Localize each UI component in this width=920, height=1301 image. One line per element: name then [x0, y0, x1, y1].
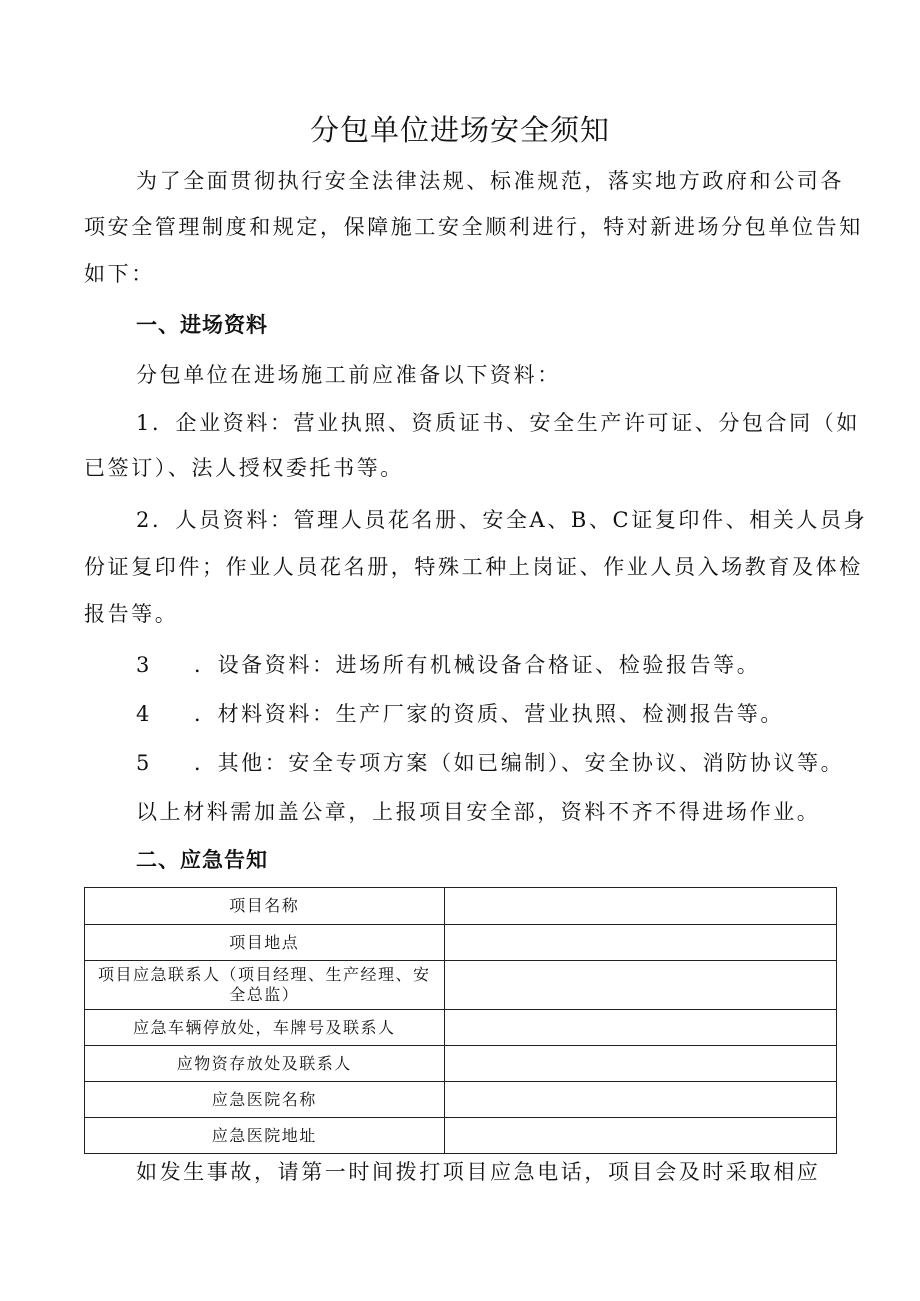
item-2-line-3: 报告等。	[84, 602, 179, 626]
row-label-hospital-address: 应急医院地址	[85, 1118, 445, 1154]
emergency-info-table	[84, 887, 837, 1154]
item-4	[136, 699, 784, 729]
item-1-line-2: 已签订）、法人授权委托书等。	[84, 456, 404, 480]
item-3-number: 3	[136, 653, 152, 677]
row-label-hospital-name: 应急医院名称	[85, 1082, 445, 1118]
row-label-project-name: 项目名称	[85, 888, 445, 925]
item-1-line-1: 1．企业资料：营业执照、资质证书、安全生产许可证、分包合同（如	[136, 411, 860, 435]
item-3-text: ．设备资料：进场所有机械设备合格证、检验报告等。	[193, 653, 761, 677]
section-2-footer: 如发生事故，请第一时间拨打项目应急电话，项目会及时采取相应	[136, 1160, 821, 1184]
item-2-line-2: 份证复印件；作业人员花名册，特殊工种上岗证、作业人员入场教育及体检	[84, 555, 863, 579]
item-4-number: 4	[136, 702, 152, 726]
row-value-hospital-address[interactable]	[444, 1118, 836, 1154]
intro-line-2: 项安全管理制度和规定，保障施工安全顺利进行，特对新进场分包单位告知	[84, 215, 863, 239]
table-row	[85, 888, 837, 925]
row-label-project-location: 项目地点	[85, 925, 445, 961]
emergency-contact-label-line-1: 项目应急联系人（项目经理、生产经理、安	[98, 965, 431, 984]
table-row	[85, 925, 837, 961]
row-value-vehicle-parking[interactable]	[444, 1010, 836, 1046]
section-2-heading: 二、应急告知	[136, 848, 268, 872]
item-5-text: ．其他：安全专项方案（如已编制）、安全协议、消防协议等。	[193, 751, 845, 775]
section-1-heading: 一、进场资料	[136, 313, 268, 337]
row-label-emergency-contact	[85, 961, 445, 1010]
item-4-text: ．材料资料：生产厂家的资质、营业执照、检测报告等。	[193, 702, 784, 726]
table-row	[85, 961, 837, 1010]
item-5	[136, 748, 844, 778]
page-title: 分包单位进场安全须知	[309, 113, 610, 147]
item-2-line-1: 2．人员资料：管理人员花名册、安全A、B、C证复印件、相关人员身	[136, 508, 868, 532]
section-1-note: 以上材料需加盖公章，上报项目安全部，资料不齐不得进场作业。	[136, 800, 821, 824]
row-value-project-location[interactable]	[444, 925, 836, 961]
row-label-supplies-storage: 应物资存放处及联系人	[85, 1046, 445, 1082]
table-row	[85, 1118, 837, 1154]
section-1-lead: 分包单位在进场施工前应准备以下资料：	[136, 363, 561, 387]
table-row	[85, 1046, 837, 1082]
intro-line-3: 如下：	[84, 262, 155, 286]
row-value-supplies-storage[interactable]	[444, 1046, 836, 1082]
intro-line-1: 为了全面贯彻执行安全法律法规、标准规范，落实地方政府和公司各	[136, 169, 844, 193]
item-3	[136, 650, 760, 680]
row-value-emergency-contact[interactable]	[444, 961, 836, 1010]
table-row	[85, 1010, 837, 1046]
row-value-project-name[interactable]	[444, 888, 836, 925]
row-value-hospital-name[interactable]	[444, 1082, 836, 1118]
emergency-contact-label-line-2: 全总监）	[229, 985, 300, 1004]
table-row	[85, 1082, 837, 1118]
row-label-vehicle-parking: 应急车辆停放处，车牌号及联系人	[85, 1010, 445, 1046]
item-5-number: 5	[136, 751, 152, 775]
